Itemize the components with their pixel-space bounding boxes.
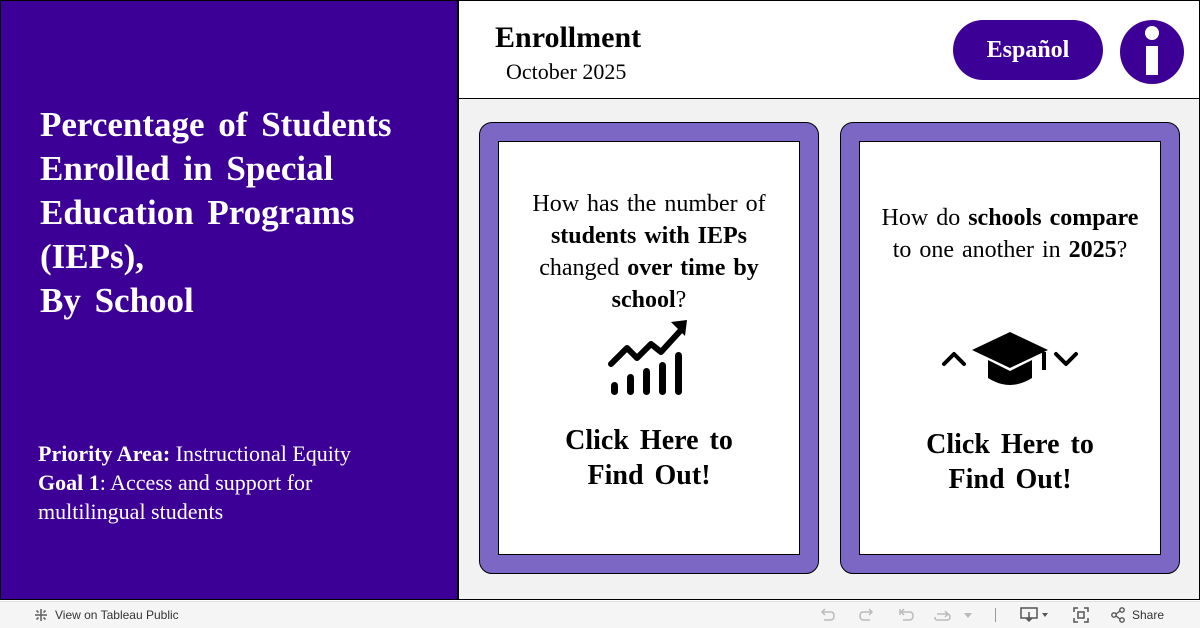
card-question	[509, 188, 789, 316]
trending-up-chart-icon	[607, 318, 691, 400]
card-call-to-action	[509, 423, 789, 493]
priority-line	[38, 439, 438, 468]
share-icon	[1110, 607, 1126, 623]
card-body	[498, 141, 800, 555]
share-label: Share	[1132, 608, 1165, 622]
priority-label: Priority Area:	[38, 441, 171, 466]
header	[458, 0, 1200, 99]
title-line: (IEPs),	[40, 237, 145, 276]
cta-line: Click Here to	[565, 425, 733, 456]
revert-icon[interactable]	[898, 606, 916, 624]
question-emphasis: students with IEPs	[550, 223, 748, 249]
card-call-to-action	[870, 427, 1150, 497]
priority-goal-text	[38, 439, 438, 526]
pause-dropdown-icon[interactable]	[962, 606, 974, 624]
undo-icon[interactable]	[818, 606, 836, 624]
question-emphasis: schools compare	[968, 205, 1139, 231]
title-line: Education Programs	[40, 193, 355, 232]
tableau-logo-icon	[33, 607, 49, 623]
fullscreen-icon[interactable]	[1072, 606, 1090, 624]
title-panel	[0, 0, 458, 600]
title-line: Enrolled in Special	[40, 149, 334, 188]
download-icon[interactable]	[1020, 606, 1050, 624]
graduation-cap-compare-icon	[940, 330, 1080, 394]
priority-value: Instructional Equity	[170, 441, 352, 466]
share-button[interactable]	[1110, 607, 1164, 623]
tableau-toolbar	[0, 601, 1200, 628]
question-text: ?	[675, 287, 687, 313]
page-title: Enrollment	[495, 21, 642, 54]
redo-icon[interactable]	[858, 606, 876, 624]
card-body	[859, 141, 1161, 555]
view-on-tableau-label: View on Tableau Public	[55, 608, 179, 622]
question-text: to one another in	[892, 237, 1069, 263]
card-question	[870, 202, 1150, 266]
question-text: How has the number of	[532, 191, 766, 217]
content-area	[458, 99, 1200, 600]
goal-line-cont: multilingual students	[38, 499, 224, 524]
iep-over-time-card[interactable]	[479, 122, 819, 574]
refresh-icon[interactable]	[934, 606, 952, 624]
question-text: ?	[1116, 237, 1128, 263]
cta-line: Click Here to	[926, 429, 1094, 460]
school-compare-card[interactable]	[840, 122, 1180, 574]
info-button[interactable]	[1120, 20, 1184, 84]
question-emphasis: over time by school	[611, 255, 759, 313]
goal-line	[38, 468, 438, 497]
cta-line: Find Out!	[587, 460, 711, 491]
question-emphasis: 2025	[1068, 237, 1117, 263]
cta-line: Find Out!	[948, 464, 1072, 495]
goal-label: Goal 1	[38, 470, 100, 495]
title-line: By School	[40, 281, 194, 320]
page-subtitle-date: October 2025	[506, 59, 627, 84]
view-on-tableau-link[interactable]	[33, 607, 179, 623]
goal-value: : Access and support for	[99, 470, 313, 495]
info-icon	[1120, 20, 1184, 84]
language-toggle-button[interactable]: Español	[953, 20, 1103, 80]
question-text: How do	[881, 205, 969, 231]
title-line: Percentage of Students	[40, 105, 392, 144]
dashboard-title	[40, 103, 440, 323]
question-text: changed	[539, 255, 628, 281]
toolbar-separator	[995, 608, 996, 622]
